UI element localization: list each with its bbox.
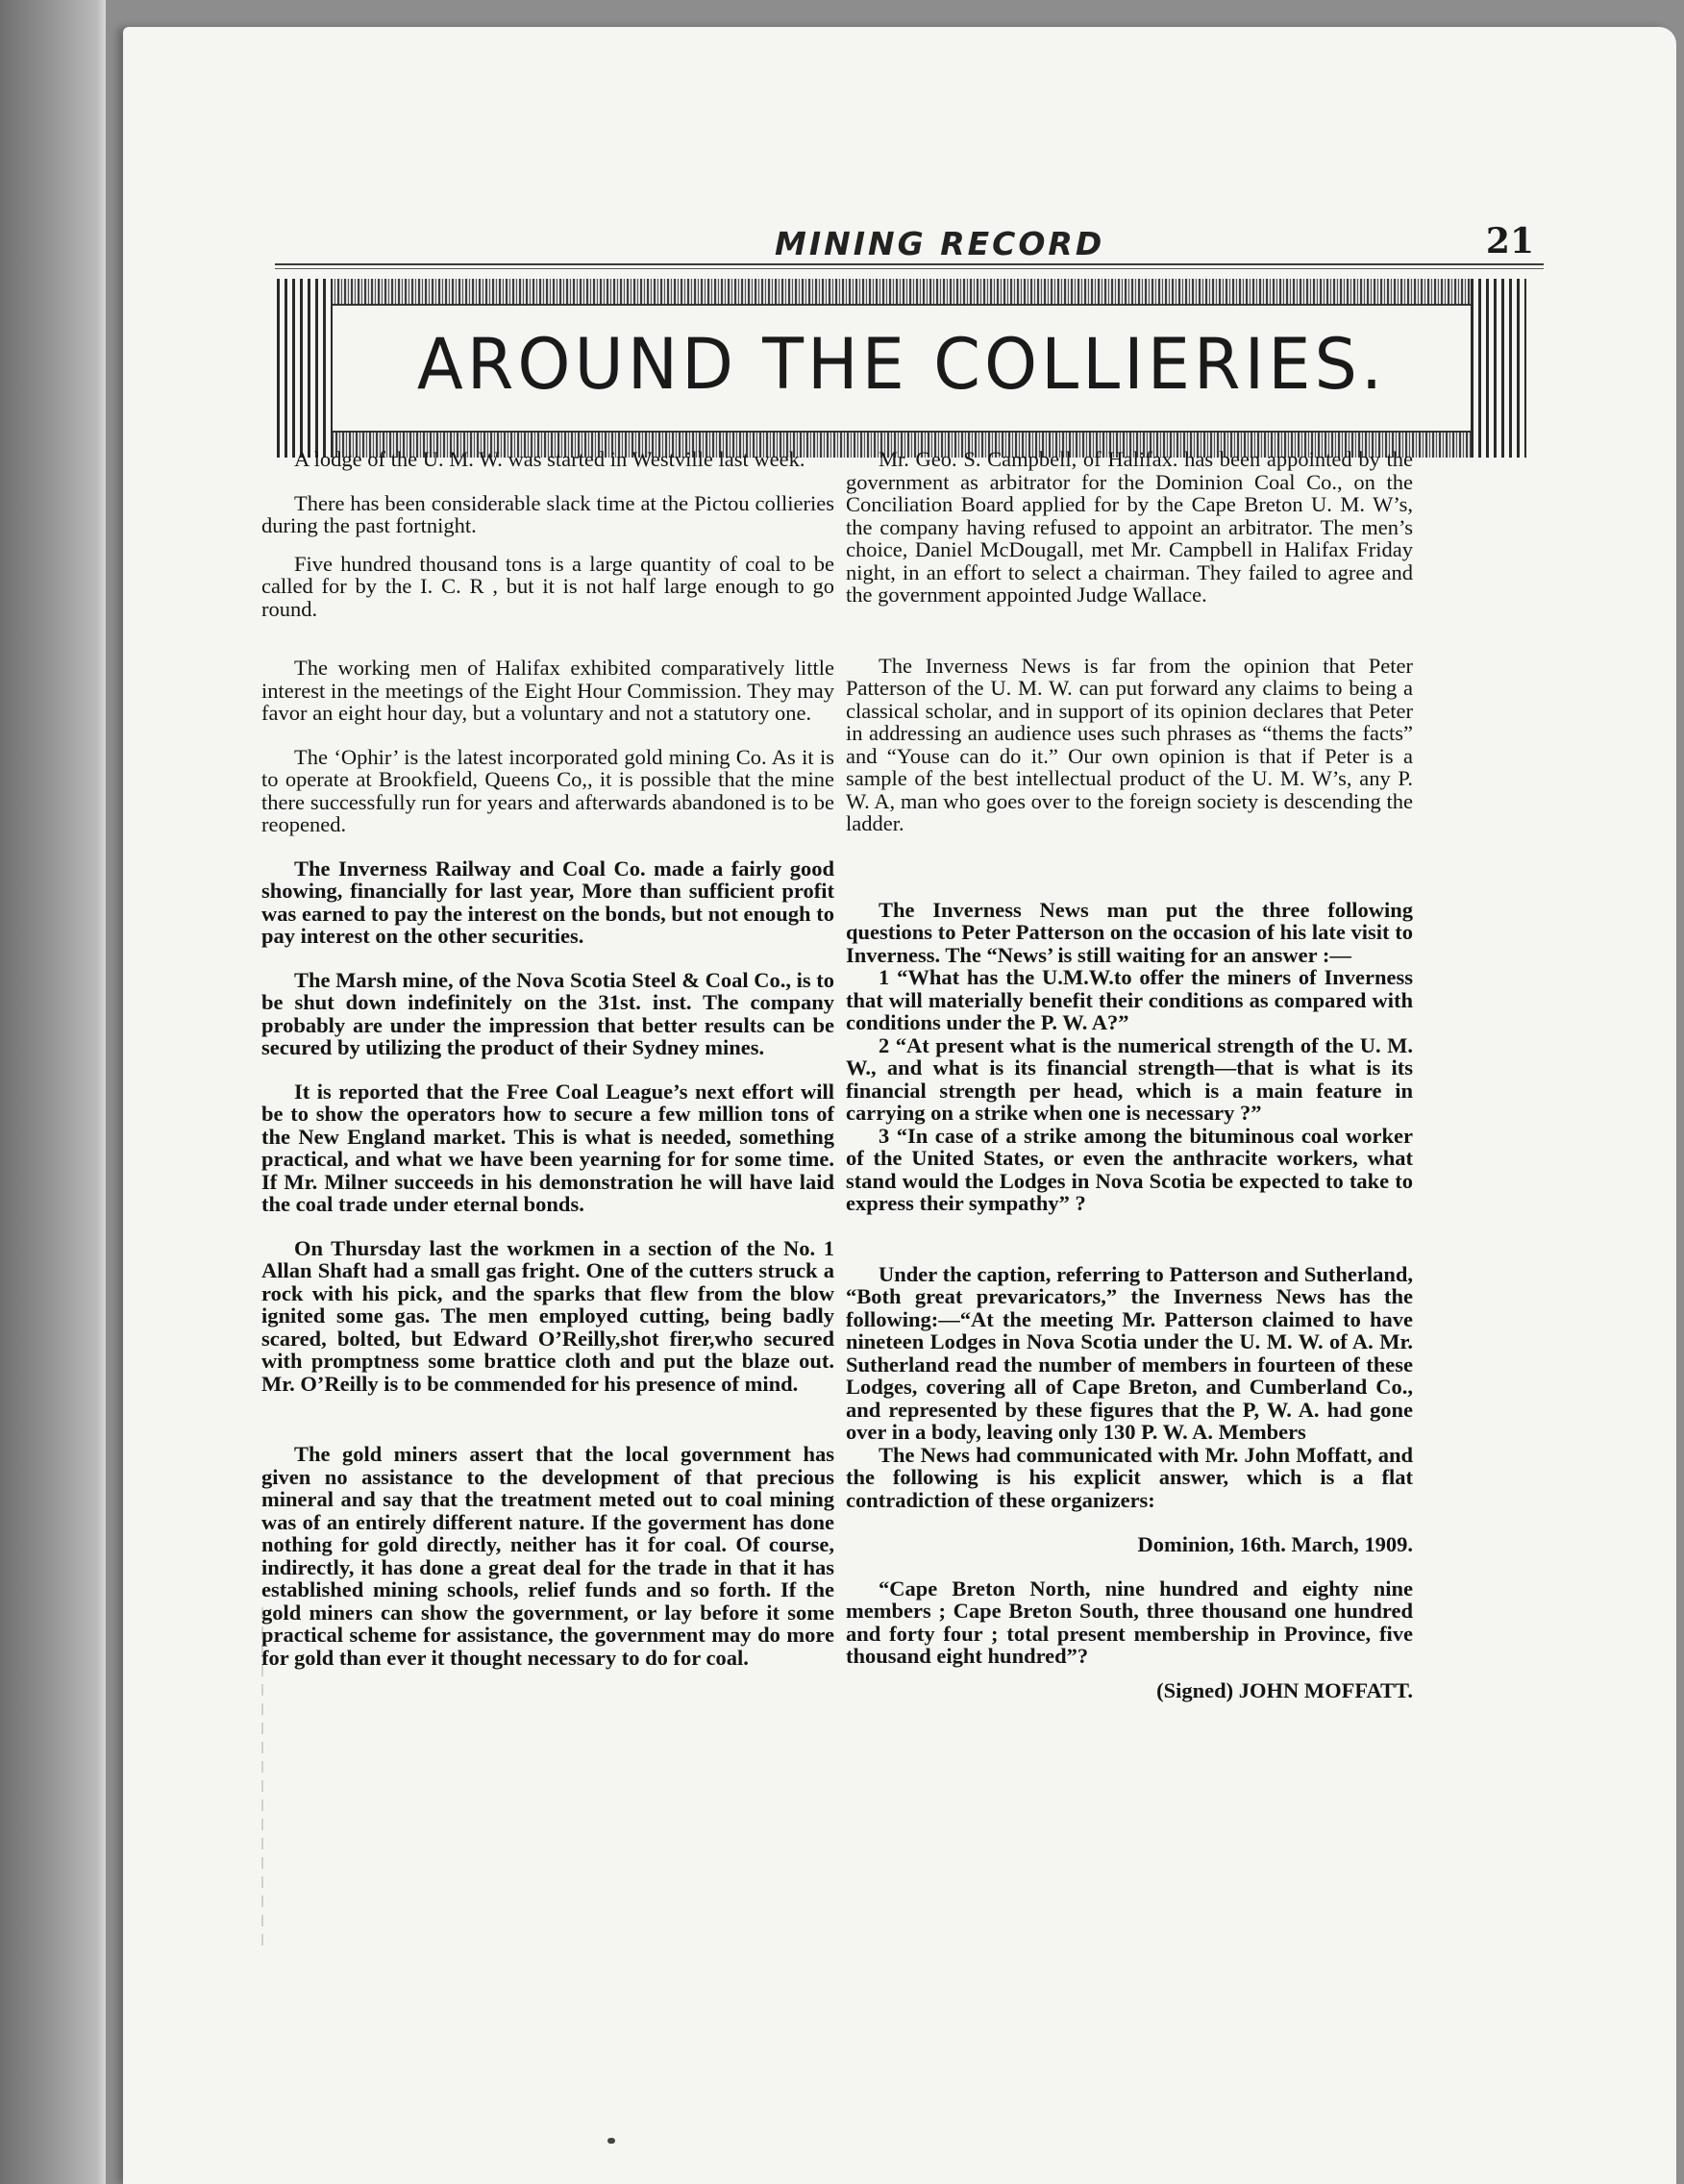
header-rule-thin: [275, 268, 1544, 269]
paragraph-free-coal-league: It is reported that the Free Coal League’s next effort will be to show the operators how to secure a few million tons of the New England market. This is what is needed, something practical, and what we have been yearning for for some time. If Mr. Milner succeeds in his demonstration he will have laid the coal trade under eternal bonds.: [261, 1079, 834, 1216]
paragraph-inverness-news-opinion: The Inverness News is far from the opinion that Peter Patterson of the U. M. W. can put forward any claims to being a classical scholar, and in support of its opinion declares that Peter in addressing an audience uses such phrases as “thems the facts” and “Youse can do it.” Our own opinion is that if Peter is a sample of the best intellectual product of the U. M. W’s, any P. W. A, man who goes over to the foreign society is descending the ladder.: [846, 653, 1413, 835]
right-column: [846, 448, 1413, 1724]
banner-left-frame: [277, 279, 333, 458]
telegram-text: “Cape Breton North, nine hundred and eighty nine members ; Cape Breton South, three thousand one hundred and forty four ; total present membership in Province, five thousand eight hundred”?: [846, 1576, 1413, 1668]
banner-right-frame: [1471, 279, 1526, 458]
header-rule: [275, 263, 1544, 265]
left-column: [261, 448, 834, 1669]
column-margin-mark: [261, 1607, 263, 1953]
paragraph-moffatt-answer: The News had communicated with Mr. John Moffatt, and the following is his explicit answer, which is a flat contradiction of these organizers:: [846, 1442, 1413, 1512]
running-title: MINING RECORD: [775, 225, 1105, 262]
paragraph-gold-miners: The gold miners assert that the local government has given no assistance to the development of that precious mineral and say that the treatment meted out to coal mining was of an entirely different nature. If the goverment has done nothing for gold directly, neither has it for coal. Of course, indirectly, it has done a great deal for the trade in that it has established mining schools, relief funds and so forth. If the gold miners can show the government, or lay before it some practical scheme for assistance, the government may do more for gold than ever it thought necessary to do for coal.: [261, 1442, 834, 1670]
paragraph-prevaricators: Under the caption, referring to Patterson and Sutherland, “Both great prevaricators,” the Inverness News has the following:—“At the meeting Mr. Patterson claimed to have nineteen Lodges in Nova Scotia under the U. M. W. of A. Mr. Sutherland read the number of members in fourteen of these Lodges, covering all of Cape Breton, and Cumberland Co., and represented by these figures that the P, W. A. had gone over in a body, leaving only 130 P. W. A. Members: [846, 1261, 1413, 1444]
section-title: AROUND THE COLLIERIES.: [416, 322, 1387, 407]
dateline: Dominion, 16th. March, 1909.: [1137, 1531, 1413, 1556]
paragraph-westville-lodge: A lodge of the U. M. W. was started in Westville last week.: [294, 447, 805, 471]
question-1: 1 “What has the U.M.W.to offer the miners of Inverness that will materially benefit their conditions as compared with conditions under the P. W. A?”: [846, 965, 1413, 1034]
scan-speck: [607, 2138, 615, 2144]
signature: (Signed) JOHN MOFFATT.: [1156, 1677, 1413, 1702]
paragraph-inverness-railway: The Inverness Railway and Coal Co. made a fairly good showing, financially for last year, More than sufficient profit was earned to pay the interest on the bonds, but not enough to pay interest on the other securities.: [261, 856, 834, 948]
running-header: [275, 200, 1544, 267]
paragraph-icr-coal: Five hundred thousand tons is a large quantity of coal to be called for by the I. C. R , but it is not half large enough to go round.: [261, 551, 834, 621]
question-2: 2 “At present what is the numerical strength of the U. M. W., and what is its financial strength—that is what is its financial strength per head, which is a main feature in carrying on a strike when one is necessary ?”: [846, 1032, 1413, 1125]
banner-box: [333, 304, 1471, 433]
paragraph-pictou-slack: There has been considerable slack time at the Pictou collieries during the past fortnight.: [261, 490, 834, 537]
paragraph-eight-hour: The working men of Halifax exhibited comparatively little interest in the meetings of the Eight Hour Commission. They may favor an eight hour day, but a voluntary and not a statutory one.: [261, 656, 834, 725]
paragraph-allan-shaft: On Thursday last the workmen in a section of the No. 1 Allan Shaft had a small gas fright. One of the cutters struck a rock with his pick, and the sparks that flew from the blow ignited some gas. The men employed cutting, being badly scared, bolted, but Edward O’Reilly,shot firer,who secured with promptness some brattice cloth and put the blaze out. Mr. O’Reilly is to be commended for his presence of mind.: [261, 1235, 834, 1396]
page-number: 21: [1485, 221, 1534, 261]
paragraph-three-questions: The Inverness News man put the three following questions to Peter Patterson on the occasion of his late visit to Inverness. The “News’ is still waiting for an answer :—: [846, 897, 1413, 967]
scanner-edge: [0, 0, 106, 2184]
paragraph-campbell-arbitrator: Mr. Geo. S. Campbell, of Halifax. has been appointed by the government as arbitrator for the Dominion Coal Co., on the Conciliation Board applied for by the Cape Breton U. M. W’s, the company having refused to appoint an arbitrator. The men’s choice, Daniel McDougall, met Mr. Campbell in Halifax Friday night, in an effort to select a chairman. They failed to agree and the government appointed Judge Wallace.: [846, 447, 1413, 607]
paragraph-marsh-mine: The Marsh mine, of the Nova Scotia Steel & Coal Co., is to be shut down indefinitely on the 31st. inst. The company probably are under the impression that better results can be secured by utilizing the product of their Sydney mines.: [261, 967, 834, 1059]
banner-top-band: [277, 279, 1488, 304]
question-3: 3 “In case of a strike among the bituminous coal worker of the United States, or even the anthracite workers, what stand would the Lodges in Nova Scotia be expected to take to express their sympathy” ?: [846, 1123, 1413, 1215]
paragraph-ophir: The ‘Ophir’ is the latest incorporated gold mining Co. As it is to operate at Brookfield, Queens Co,, it is possible that the mine there successfully run for years and afterwards abandoned is to be reopened.: [261, 744, 834, 836]
section-banner: [277, 279, 1526, 458]
